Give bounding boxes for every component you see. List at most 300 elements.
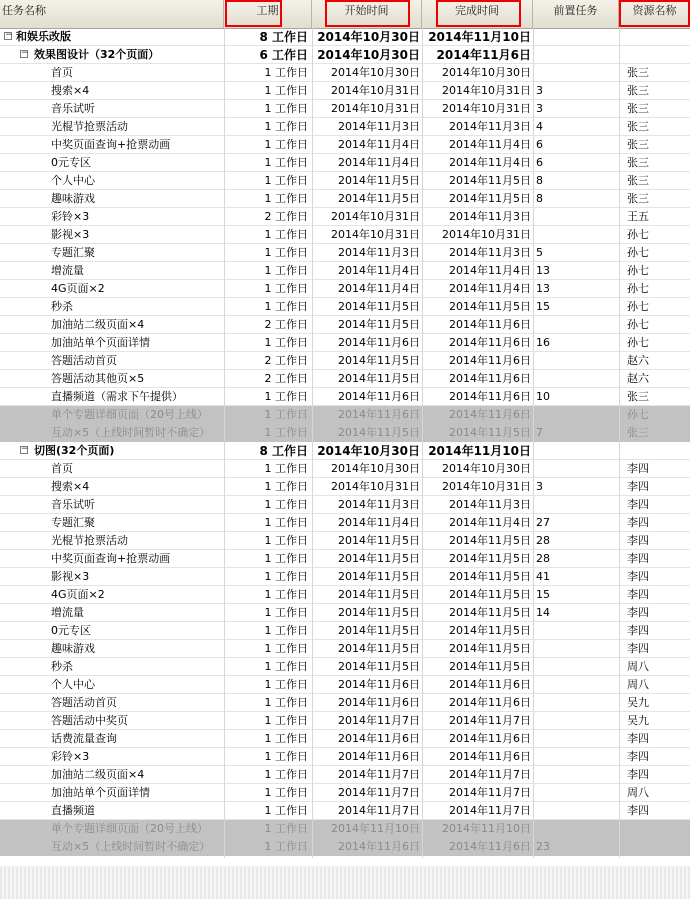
finish-date-cell[interactable]: 2014年11月6日 [449,336,531,349]
task-row[interactable] [0,406,690,424]
task-row[interactable] [0,532,690,550]
duration-cell[interactable] [224,622,312,640]
finish-date-cell[interactable]: 2014年11月7日 [449,714,531,727]
resource-cell[interactable]: 李四 [627,750,649,763]
horizontal-scrollbar-track[interactable] [0,866,690,899]
duration-cell[interactable] [224,694,312,712]
task-name-cell[interactable] [0,460,224,478]
duration-cell[interactable] [224,784,312,802]
task-row[interactable] [0,100,690,118]
start-date-cell[interactable]: 2014年10月30日 [331,462,420,475]
finish-date-cell[interactable]: 2014年11月6日 [449,372,531,385]
task-row[interactable] [0,190,690,208]
start-date-cell[interactable]: 2014年11月6日 [338,336,420,349]
duration-cell[interactable] [224,550,312,568]
duration-cell[interactable] [224,424,312,442]
resource-cell[interactable]: 张三 [627,156,649,169]
finish-date-cell[interactable]: 2014年11月4日 [449,264,531,277]
finish-date-cell[interactable]: 2014年11月4日 [449,282,531,295]
task-name-cell[interactable] [0,298,224,316]
finish-date-cell[interactable]: 2014年11月5日 [449,660,531,673]
predecessor-cell[interactable]: 3 [536,102,543,115]
task-row[interactable] [0,154,690,172]
finish-date-cell[interactable]: 2014年11月3日 [449,498,531,511]
header-resource[interactable]: 资源名称 [632,4,677,17]
resource-cell[interactable]: 孙七 [627,300,649,313]
duration-cell[interactable] [224,262,312,280]
resource-cell[interactable] [619,46,690,64]
duration-cell[interactable] [224,244,312,262]
predecessor-cell[interactable] [533,766,619,784]
start-date-cell[interactable]: 2014年11月10日 [331,822,420,835]
predecessor-cell[interactable]: 5 [536,246,543,259]
finish-date-cell[interactable]: 2014年11月6日 [449,732,531,745]
resource-cell[interactable]: 李四 [627,732,649,745]
resource-cell[interactable]: 李四 [627,552,649,565]
resource-cell[interactable] [619,838,690,856]
duration-cell[interactable] [224,730,312,748]
task-name-cell[interactable] [0,334,224,352]
finish-date-cell[interactable]: 2014年11月10日 [442,822,531,835]
predecessor-cell[interactable]: 15 [536,588,550,601]
predecessor-cell[interactable]: 3 [536,480,543,493]
task-row[interactable] [0,748,690,766]
task-row[interactable] [0,820,690,838]
resource-cell[interactable]: 张三 [627,174,649,187]
start-date-cell[interactable]: 2014年10月31日 [331,210,420,223]
duration-cell[interactable] [224,64,312,82]
task-name-cell[interactable] [0,748,224,766]
task-name-cell[interactable] [0,226,224,244]
summary-task-row[interactable] [0,46,690,64]
finish-date-cell[interactable]: 2014年11月6日 [449,840,531,853]
collapse-toggle-icon[interactable]: − [5,30,13,40]
duration-cell[interactable] [224,460,312,478]
start-date-cell[interactable]: 2014年11月7日 [338,804,420,817]
task-row[interactable] [0,712,690,730]
resource-cell[interactable]: 李四 [627,606,649,619]
start-date-cell[interactable]: 2014年11月3日 [338,246,420,259]
task-row[interactable] [0,262,690,280]
finish-date-cell[interactable]: 2014年11月7日 [449,804,531,817]
finish-date-cell[interactable]: 2014年11月5日 [449,642,531,655]
predecessor-cell[interactable]: 6 [536,156,543,169]
duration-cell[interactable] [224,640,312,658]
resource-cell[interactable] [619,28,690,46]
task-row[interactable] [0,496,690,514]
start-date-cell[interactable]: 2014年11月5日 [338,570,420,583]
predecessor-cell[interactable] [533,46,619,64]
start-date-cell[interactable]: 2014年11月5日 [338,660,420,673]
predecessor-cell[interactable] [533,460,619,478]
task-row[interactable] [0,82,690,100]
resource-cell[interactable]: 张三 [627,138,649,151]
start-date-cell[interactable]: 2014年11月4日 [338,282,420,295]
start-date-cell[interactable]: 2014年11月6日 [338,678,420,691]
resource-cell[interactable]: 李四 [627,570,649,583]
duration-cell[interactable] [224,28,312,46]
task-row[interactable] [0,370,690,388]
predecessor-cell[interactable] [533,316,619,334]
finish-date-cell[interactable]: 2014年11月6日 [449,696,531,709]
task-row[interactable] [0,766,690,784]
duration-cell[interactable] [224,334,312,352]
task-name-cell[interactable] [0,532,224,550]
task-name-cell[interactable] [0,604,224,622]
task-row[interactable] [0,388,690,406]
task-name-cell[interactable] [0,46,224,64]
task-row[interactable] [0,244,690,262]
summary-task-row[interactable] [0,442,690,460]
start-date-cell[interactable]: 2014年11月5日 [338,372,420,385]
task-name-cell[interactable] [0,64,224,82]
start-date-cell[interactable]: 2014年11月5日 [338,624,420,637]
resource-cell[interactable]: 李四 [627,498,649,511]
predecessor-cell[interactable]: 27 [536,516,550,529]
predecessor-cell[interactable] [533,676,619,694]
task-row[interactable] [0,136,690,154]
task-name-cell[interactable] [0,424,224,442]
predecessor-cell[interactable] [533,226,619,244]
start-date-cell[interactable]: 2014年10月30日 [317,444,420,458]
task-name-cell[interactable] [0,388,224,406]
task-row[interactable] [0,604,690,622]
task-name-cell[interactable] [0,730,224,748]
task-row[interactable] [0,208,690,226]
resource-cell[interactable]: 孙七 [627,408,649,421]
predecessor-cell[interactable] [533,802,619,820]
predecessor-cell[interactable] [533,730,619,748]
finish-date-cell[interactable]: 2014年11月5日 [449,606,531,619]
predecessor-cell[interactable]: 41 [536,570,550,583]
duration-cell[interactable] [224,226,312,244]
finish-date-cell[interactable]: 2014年10月31日 [442,228,531,241]
duration-cell[interactable] [224,532,312,550]
resource-cell[interactable]: 张三 [627,390,649,403]
task-row[interactable] [0,622,690,640]
predecessor-cell[interactable]: 7 [536,426,543,439]
predecessor-cell[interactable] [533,28,619,46]
task-name-cell[interactable] [0,820,224,838]
collapse-toggle-icon[interactable]: − [21,48,29,58]
start-date-cell[interactable]: 2014年10月31日 [331,102,420,115]
start-date-cell[interactable]: 2014年11月6日 [338,750,420,763]
finish-date-cell[interactable]: 2014年11月6日 [436,48,531,62]
finish-date-cell[interactable]: 2014年11月6日 [449,318,531,331]
duration-cell[interactable] [224,316,312,334]
start-date-cell[interactable]: 2014年10月30日 [331,66,420,79]
finish-date-cell[interactable]: 2014年11月5日 [449,588,531,601]
resource-cell[interactable]: 赵六 [627,372,649,385]
task-row[interactable] [0,424,690,442]
predecessor-cell[interactable] [533,658,619,676]
resource-cell[interactable]: 李四 [627,462,649,475]
task-name-cell[interactable] [0,586,224,604]
task-name-cell[interactable] [0,694,224,712]
task-name-cell[interactable] [0,244,224,262]
task-row[interactable] [0,568,690,586]
task-name-cell[interactable] [0,136,224,154]
start-date-cell[interactable]: 2014年11月4日 [338,156,420,169]
duration-cell[interactable] [224,352,312,370]
predecessor-cell[interactable]: 13 [536,282,550,295]
resource-cell[interactable]: 张三 [627,120,649,133]
predecessor-cell[interactable]: 15 [536,300,550,313]
predecessor-cell[interactable] [533,442,619,460]
finish-date-cell[interactable]: 2014年11月7日 [449,768,531,781]
resource-cell[interactable]: 李四 [627,588,649,601]
resource-cell[interactable]: 张三 [627,102,649,115]
resource-cell[interactable]: 李四 [627,768,649,781]
start-date-cell[interactable]: 2014年11月7日 [338,786,420,799]
start-date-cell[interactable]: 2014年11月5日 [338,192,420,205]
header-predecessors[interactable]: 前置任务 [533,0,619,28]
task-name-cell[interactable] [0,28,224,46]
task-row[interactable] [0,298,690,316]
finish-date-cell[interactable]: 2014年10月30日 [442,66,531,79]
start-date-cell[interactable]: 2014年11月6日 [338,696,420,709]
finish-date-cell[interactable]: 2014年11月10日 [428,444,531,458]
predecessor-cell[interactable]: 10 [536,390,550,403]
finish-date-cell[interactable]: 2014年11月6日 [449,408,531,421]
predecessor-cell[interactable] [533,208,619,226]
predecessor-cell[interactable]: 13 [536,264,550,277]
task-name-cell[interactable] [0,352,224,370]
resource-cell[interactable]: 孙七 [627,246,649,259]
start-date-cell[interactable]: 2014年11月5日 [338,642,420,655]
task-row[interactable] [0,118,690,136]
task-name-cell[interactable] [0,478,224,496]
finish-date-cell[interactable]: 2014年11月5日 [449,426,531,439]
finish-date-cell[interactable]: 2014年11月5日 [449,192,531,205]
start-date-cell[interactable]: 2014年11月6日 [338,840,420,853]
finish-date-cell[interactable]: 2014年11月6日 [449,354,531,367]
predecessor-cell[interactable] [533,820,619,838]
start-date-cell[interactable]: 2014年11月5日 [338,354,420,367]
predecessor-cell[interactable]: 23 [536,840,550,853]
header-finish[interactable]: 完成时间 [422,0,533,28]
predecessor-cell[interactable]: 28 [536,552,550,565]
start-date-cell[interactable]: 2014年11月7日 [338,768,420,781]
start-date-cell[interactable]: 2014年11月7日 [338,714,420,727]
predecessor-cell[interactable] [533,748,619,766]
predecessor-cell[interactable] [533,406,619,424]
resource-cell[interactable]: 李四 [627,624,649,637]
task-row[interactable] [0,658,690,676]
summary-task-row[interactable] [0,28,690,46]
finish-date-cell[interactable]: 2014年11月6日 [449,390,531,403]
finish-date-cell[interactable]: 2014年11月5日 [449,570,531,583]
task-name-cell[interactable] [0,172,224,190]
task-name-cell[interactable] [0,190,224,208]
duration-cell[interactable] [224,118,312,136]
task-row[interactable] [0,586,690,604]
resource-cell[interactable]: 张三 [627,84,649,97]
finish-date-cell[interactable]: 2014年10月31日 [442,102,531,115]
finish-date-cell[interactable]: 2014年11月3日 [449,246,531,259]
duration-cell[interactable] [224,838,312,856]
start-date-cell[interactable]: 2014年11月4日 [338,138,420,151]
task-name-cell[interactable] [0,316,224,334]
finish-date-cell[interactable]: 2014年11月6日 [449,678,531,691]
start-date-cell[interactable]: 2014年11月3日 [338,498,420,511]
header-duration[interactable]: 工期 [224,0,312,28]
duration-cell[interactable] [224,370,312,388]
task-name-cell[interactable] [0,514,224,532]
task-name-cell[interactable] [0,82,224,100]
resource-cell[interactable]: 张三 [627,192,649,205]
duration-cell[interactable] [224,586,312,604]
header-start[interactable]: 开始时间 [312,0,422,28]
duration-cell[interactable] [224,820,312,838]
resource-cell[interactable]: 李四 [627,642,649,655]
resource-cell[interactable]: 王五 [627,210,649,223]
predecessor-cell[interactable]: 8 [536,192,543,205]
finish-date-cell[interactable]: 2014年10月31日 [442,480,531,493]
resource-cell[interactable]: 李四 [627,516,649,529]
duration-cell[interactable] [224,712,312,730]
start-date-cell[interactable]: 2014年11月5日 [338,300,420,313]
predecessor-cell[interactable] [533,712,619,730]
resource-cell[interactable]: 孙七 [627,264,649,277]
predecessor-cell[interactable] [533,496,619,514]
finish-date-cell[interactable]: 2014年11月5日 [449,552,531,565]
resource-cell[interactable]: 吴九 [627,696,649,709]
duration-cell[interactable] [224,496,312,514]
resource-cell[interactable]: 李四 [627,804,649,817]
task-name-cell[interactable] [0,640,224,658]
start-date-cell[interactable]: 2014年11月4日 [338,516,420,529]
finish-date-cell[interactable]: 2014年11月4日 [449,138,531,151]
predecessor-cell[interactable]: 28 [536,534,550,547]
duration-cell[interactable] [224,100,312,118]
task-name-cell[interactable] [0,712,224,730]
resource-cell[interactable]: 张三 [627,66,649,79]
task-row[interactable] [0,640,690,658]
task-row[interactable] [0,694,690,712]
task-name-cell[interactable] [0,496,224,514]
start-date-cell[interactable]: 2014年11月5日 [338,318,420,331]
task-name-cell[interactable] [0,802,224,820]
duration-cell[interactable] [224,280,312,298]
task-row[interactable] [0,730,690,748]
duration-cell[interactable] [224,190,312,208]
task-row[interactable] [0,226,690,244]
duration-cell[interactable] [224,766,312,784]
task-name-cell[interactable] [0,406,224,424]
duration-cell[interactable] [224,208,312,226]
task-row[interactable] [0,838,690,856]
duration-cell[interactable] [224,46,312,64]
finish-date-cell[interactable]: 2014年11月3日 [449,120,531,133]
task-name-cell[interactable] [0,100,224,118]
finish-date-cell[interactable]: 2014年11月5日 [449,174,531,187]
resource-cell[interactable]: 孙七 [627,336,649,349]
start-date-cell[interactable]: 2014年11月4日 [338,264,420,277]
predecessor-cell[interactable] [533,784,619,802]
start-date-cell[interactable]: 2014年10月31日 [331,228,420,241]
duration-cell[interactable] [224,172,312,190]
task-name-cell[interactable] [0,280,224,298]
predecessor-cell[interactable]: 14 [536,606,550,619]
duration-cell[interactable] [224,604,312,622]
duration-cell[interactable] [224,298,312,316]
start-date-cell[interactable]: 2014年11月5日 [338,606,420,619]
resource-cell[interactable]: 孙七 [627,318,649,331]
resource-cell[interactable]: 李四 [627,534,649,547]
resource-cell[interactable]: 孙七 [627,228,649,241]
task-name-cell[interactable] [0,658,224,676]
predecessor-cell[interactable]: 8 [536,174,543,187]
task-row[interactable] [0,316,690,334]
task-name-cell[interactable] [0,676,224,694]
start-date-cell[interactable]: 2014年11月6日 [338,390,420,403]
predecessor-cell[interactable]: 4 [536,120,543,133]
finish-date-cell[interactable]: 2014年11月4日 [449,516,531,529]
resource-cell[interactable]: 吴九 [627,714,649,727]
task-row[interactable] [0,460,690,478]
predecessor-cell[interactable] [533,694,619,712]
finish-date-cell[interactable]: 2014年11月6日 [449,750,531,763]
task-row[interactable] [0,334,690,352]
resource-cell[interactable]: 孙七 [627,282,649,295]
resource-cell[interactable] [619,820,690,838]
duration-cell[interactable] [224,136,312,154]
resource-cell[interactable]: 周八 [627,660,649,673]
task-row[interactable] [0,550,690,568]
task-row[interactable] [0,280,690,298]
duration-cell[interactable] [224,658,312,676]
start-date-cell[interactable]: 2014年11月5日 [338,552,420,565]
start-date-cell[interactable]: 2014年11月5日 [338,426,420,439]
start-date-cell[interactable]: 2014年10月30日 [317,30,420,44]
task-row[interactable] [0,478,690,496]
task-name-cell[interactable] [0,154,224,172]
task-row[interactable] [0,64,690,82]
resource-cell[interactable]: 赵六 [627,354,649,367]
start-date-cell[interactable]: 2014年11月6日 [338,732,420,745]
start-date-cell[interactable]: 2014年10月31日 [331,84,420,97]
task-row[interactable] [0,352,690,370]
finish-date-cell[interactable]: 2014年11月5日 [449,624,531,637]
task-name-cell[interactable] [0,262,224,280]
finish-date-cell[interactable]: 2014年11月5日 [449,534,531,547]
task-row[interactable] [0,514,690,532]
resource-cell[interactable]: 张三 [627,426,649,439]
duration-cell[interactable] [224,82,312,100]
resource-cell[interactable]: 周八 [627,786,649,799]
task-name-cell[interactable] [0,442,224,460]
finish-date-cell[interactable]: 2014年10月30日 [442,462,531,475]
task-row[interactable] [0,676,690,694]
task-name-cell[interactable] [0,784,224,802]
start-date-cell[interactable]: 2014年11月5日 [338,534,420,547]
task-name-cell[interactable] [0,838,224,856]
finish-date-cell[interactable]: 2014年11月5日 [449,300,531,313]
predecessor-cell[interactable] [533,640,619,658]
duration-cell[interactable] [224,514,312,532]
task-name-cell[interactable] [0,766,224,784]
start-date-cell[interactable]: 2014年11月5日 [338,174,420,187]
resource-cell[interactable]: 李四 [627,480,649,493]
finish-date-cell[interactable]: 2014年10月31日 [442,84,531,97]
finish-date-cell[interactable]: 2014年11月4日 [449,156,531,169]
finish-date-cell[interactable]: 2014年11月7日 [449,786,531,799]
task-name-cell[interactable] [0,370,224,388]
start-date-cell[interactable]: 2014年10月30日 [317,48,420,62]
header-task-name[interactable]: 任务名称 [0,0,224,28]
predecessor-cell[interactable] [533,64,619,82]
